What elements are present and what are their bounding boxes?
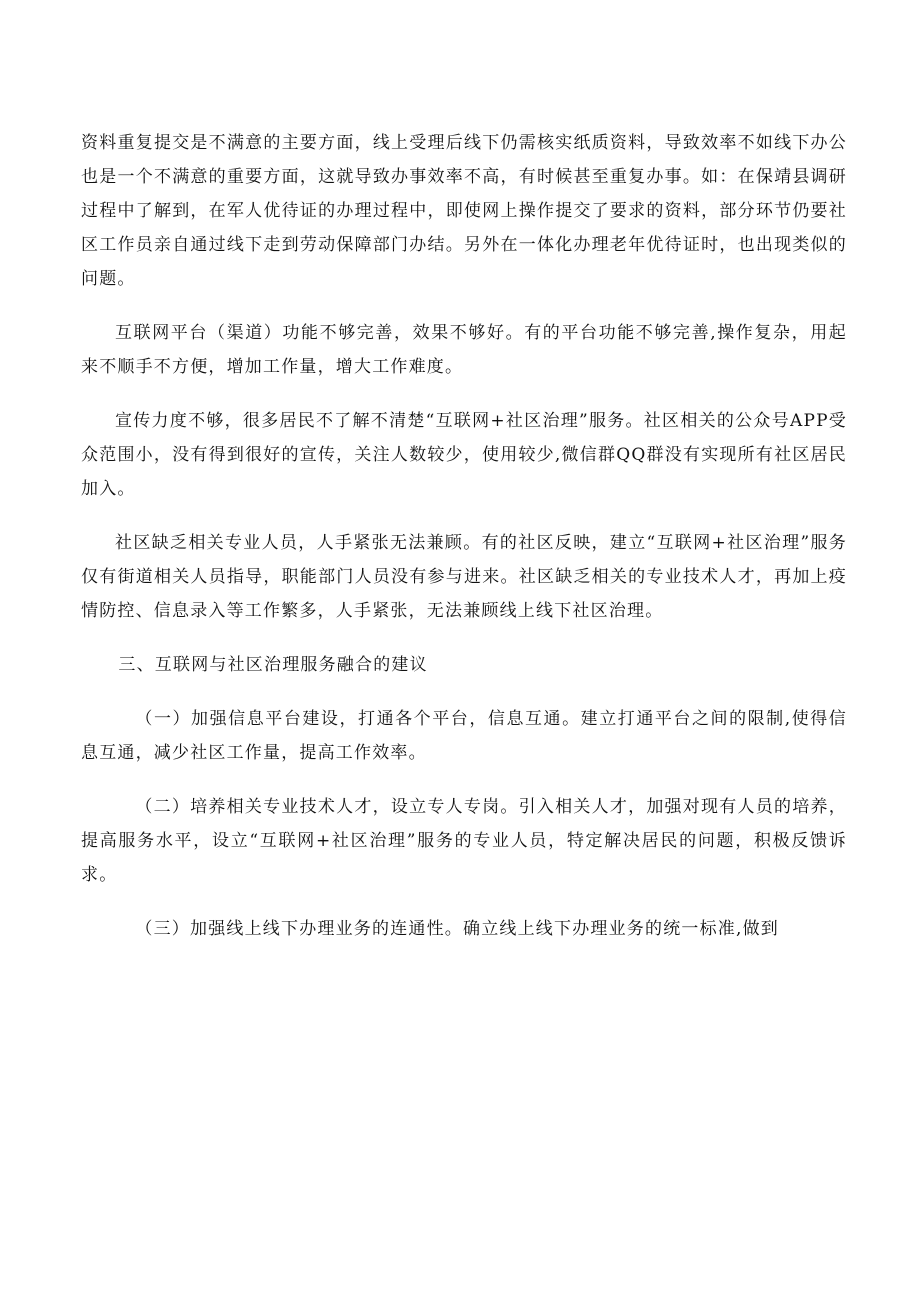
- section-heading: 三、互联网与社区治理服务融合的建议: [118, 655, 428, 675]
- paragraph-publicity: 宣传力度不够，很多居民不了解不清楚“互联网+社区治理”服务。社区相关的公众号APP受众范围小，没有得到很好的宣传，关注人数较少，使用较少,微信群QQ群没有实现所有社区居民加入。: [81, 411, 847, 499]
- suggestion-3: （三）加强线上线下办理业务的连通性。确立线上线下办理业务的统一标准,做到: [135, 919, 779, 939]
- paragraph-platform-function: 互联网平台（渠道）功能不够完善，效果不够好。有的平台功能不够完善,操作复杂，用起来不顺手不方便，增加工作量，增大工作难度。: [81, 323, 847, 377]
- paragraph-staff-shortage: 社区缺乏相关专业人员，人手紧张无法兼顾。有的社区反映，建立“互联网+社区治理”服务仅有街道相关人员指导，职能部门人员没有参与进来。社区缺乏相关的专业技术人才，再加上疫情防控、信息录入等工作繁多，人手紧张，无法兼顾线上线下社区治理。: [81, 533, 847, 621]
- document-body: [81, 126, 847, 966]
- paragraph-repeated-submission: 资料重复提交是不满意的主要方面，线上受理后线下仍需核实纸质资料，导致效率不如线下办公也是一个不满意的重要方面，这就导致办事效率不高，有时候甚至重复办事。如：在保靖县调研过程中了解到，在军人优待证的办理过程中，即使网上操作提交了要求的资料，部分环节仍要社区工作员亲自通过线下走到劳动保障部门办结。另外在一体化办理老年优待证时，也出现类似的问题。: [81, 133, 847, 289]
- suggestion-1: （一）加强信息平台建设，打通各个平台，信息互通。建立打通平台之间的限制,使得信息互通，减少社区工作量，提高工作效率。: [81, 709, 847, 763]
- suggestion-2: （二）培养相关专业技术人才，设立专人专岗。引入相关人才，加强对现有人员的培养，提高服务水平，设立“互联网+社区治理”服务的专业人员，特定解决居民的问题，积极反馈诉求。: [81, 797, 847, 885]
